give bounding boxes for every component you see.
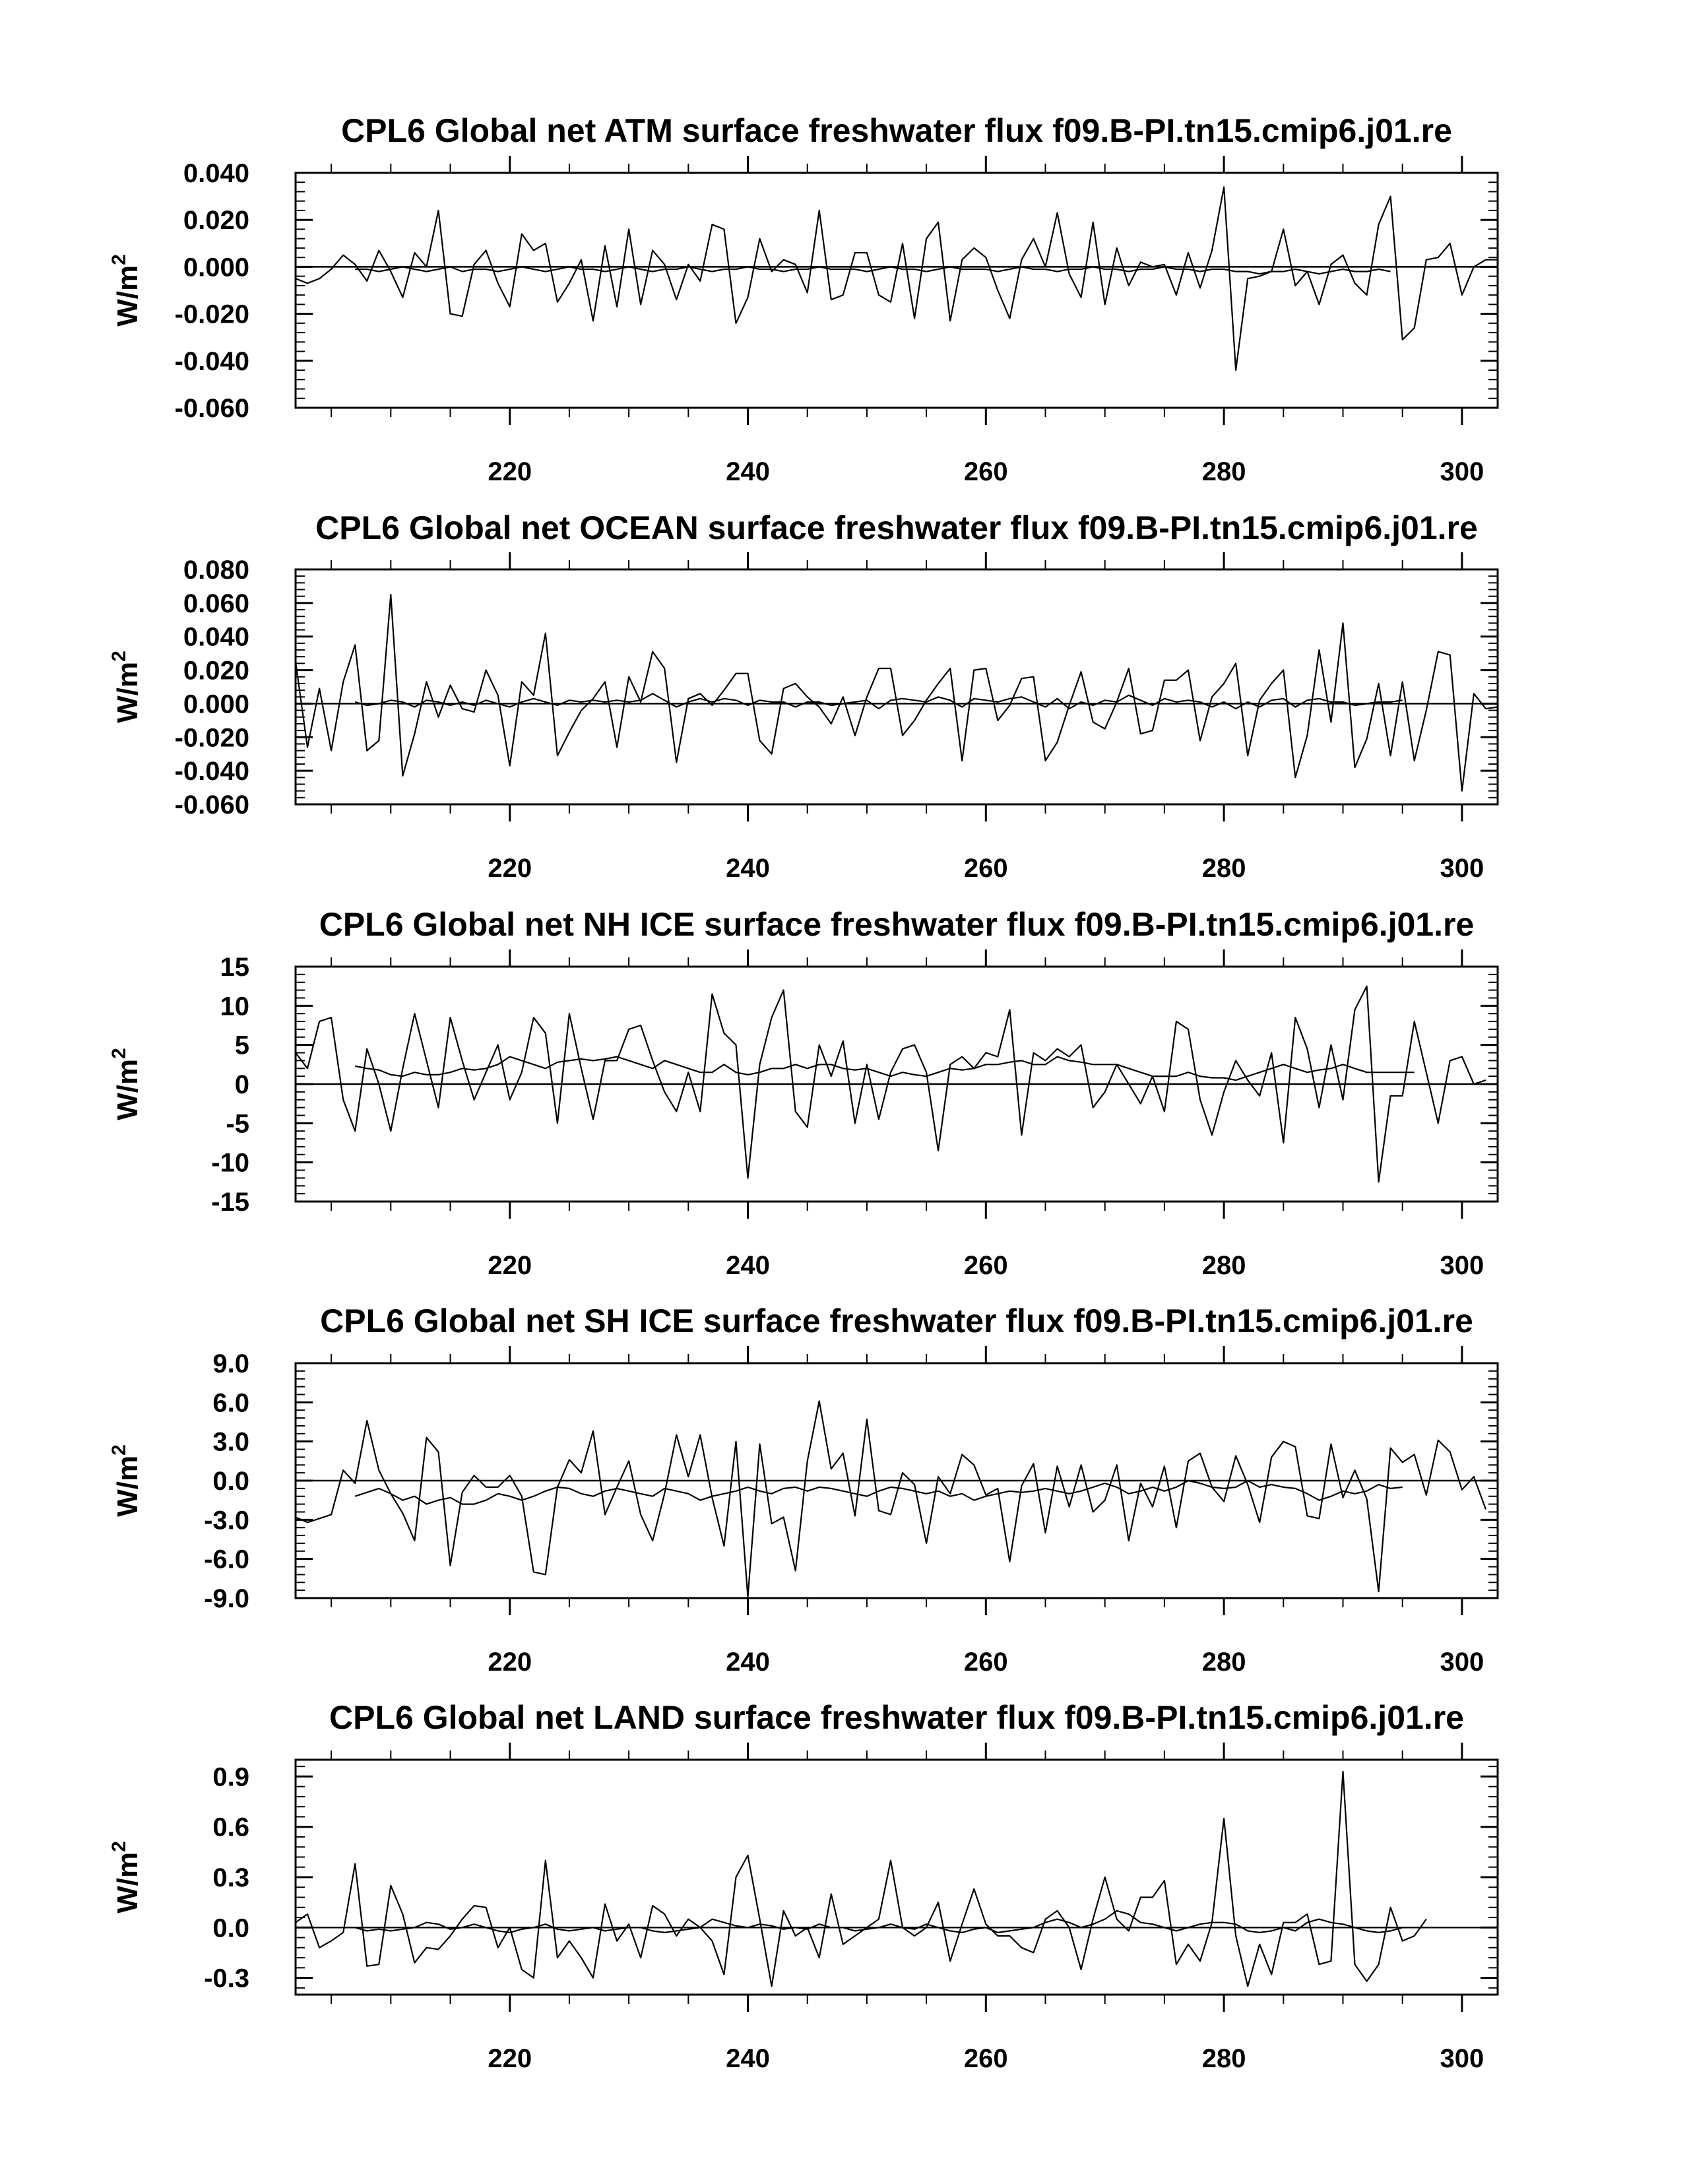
- y-tick-label: 0.040: [183, 159, 249, 188]
- x-tick-label: 280: [1201, 2044, 1246, 2073]
- y-axis-label-unit: W/m: [112, 661, 144, 723]
- y-axis-label-superscript: 2: [108, 651, 130, 662]
- y-tick-label: -0.040: [174, 346, 249, 376]
- x-tick-label: 220: [488, 854, 532, 883]
- chart-title: CPL6 Global net ATM surface freshwater flux f09.B-PI.tn15.cmip6.j01.re: [341, 112, 1452, 149]
- x-tick-label: 260: [963, 1648, 1008, 1677]
- x-tick-label: 280: [1201, 1648, 1246, 1677]
- chart-panel-2: [108, 906, 1498, 1280]
- y-axis-label-superscript: 2: [108, 1841, 130, 1852]
- y-axis-label: [108, 1048, 144, 1120]
- x-tick-label: 300: [1440, 854, 1484, 883]
- y-axis-label-superscript: 2: [108, 1048, 130, 1059]
- series-line-0: [296, 1772, 1426, 1987]
- y-tick-label: -0.060: [174, 394, 249, 423]
- y-tick-label: 5: [234, 1031, 249, 1060]
- y-tick-label: 10: [220, 992, 249, 1021]
- x-tick-label: 260: [963, 2044, 1008, 2073]
- y-tick-label: 0.0: [212, 1467, 249, 1496]
- y-axis-label: [108, 651, 144, 723]
- x-tick-label: 240: [726, 854, 770, 883]
- y-tick-label: -10: [211, 1148, 249, 1178]
- x-tick-label: 240: [726, 1251, 770, 1280]
- y-tick-label: 0.020: [183, 656, 249, 686]
- x-tick-label: 240: [726, 457, 770, 486]
- chart-title: CPL6 Global net LAND surface freshwater flux f09.B-PI.tn15.cmip6.j01.re: [329, 1699, 1464, 1736]
- chart-panel-3: [108, 1302, 1498, 1677]
- x-tick-label: 280: [1201, 457, 1246, 486]
- x-tick-label: 280: [1201, 1251, 1246, 1280]
- y-tick-label: 9.0: [212, 1349, 249, 1378]
- y-tick-label: -6.0: [204, 1545, 249, 1574]
- y-axis-label-superscript: 2: [108, 254, 130, 265]
- y-tick-label: 0: [234, 1070, 249, 1099]
- y-tick-label: -9.0: [204, 1584, 249, 1613]
- y-axis-label: [108, 254, 144, 327]
- chart-panel-1: [108, 509, 1545, 883]
- x-tick-label: 300: [1440, 1648, 1484, 1677]
- y-tick-label: 15: [220, 953, 249, 982]
- y-tick-label: 0.6: [212, 1813, 249, 1842]
- plot-frame: [296, 173, 1498, 408]
- x-tick-label: 260: [963, 1251, 1008, 1280]
- x-tick-label: 240: [726, 2044, 770, 2073]
- chart-panel-0: [108, 112, 1498, 486]
- x-tick-label: 220: [488, 457, 532, 486]
- plot-frame: [296, 569, 1498, 804]
- y-axis-label-unit: W/m: [112, 1851, 144, 1913]
- y-tick-label: 0.080: [183, 556, 249, 585]
- y-axis-label-unit: W/m: [112, 1058, 144, 1120]
- series-line-1: [355, 1057, 1415, 1081]
- y-tick-label: 0.3: [212, 1863, 249, 1892]
- y-tick-label: 3.0: [212, 1427, 249, 1457]
- y-tick-label: 0.040: [183, 622, 249, 652]
- y-tick-label: -15: [211, 1188, 249, 1217]
- y-tick-label: -0.020: [174, 300, 249, 329]
- y-axis-label: [108, 1444, 144, 1517]
- y-tick-label: 0.060: [183, 589, 249, 618]
- chart-title: CPL6 Global net OCEAN surface freshwater flux f09.B-PI.tn15.cmip6.j01.re: [315, 509, 1478, 546]
- x-tick-label: 260: [963, 854, 1008, 883]
- y-axis-label-unit: W/m: [112, 265, 144, 327]
- x-tick-label: 220: [488, 1251, 532, 1280]
- y-tick-label: 0.000: [183, 253, 249, 282]
- y-tick-label: 0.000: [183, 690, 249, 719]
- y-axis-label-unit: W/m: [112, 1455, 144, 1517]
- y-tick-label: -0.020: [174, 723, 249, 753]
- series-line-1: [355, 1911, 1403, 1933]
- x-tick-label: 280: [1201, 854, 1246, 883]
- y-tick-label: 0.020: [183, 206, 249, 236]
- x-tick-label: 240: [726, 1648, 770, 1677]
- y-tick-label: 0.9: [212, 1762, 249, 1792]
- x-tick-label: 300: [1440, 457, 1484, 486]
- x-tick-label: 260: [963, 457, 1008, 486]
- y-axis-label-superscript: 2: [108, 1444, 130, 1456]
- x-tick-label: 300: [1440, 1251, 1484, 1280]
- y-tick-label: -0.060: [174, 790, 249, 819]
- chart-title: CPL6 Global net NH ICE surface freshwater flux f09.B-PI.tn15.cmip6.j01.re: [319, 906, 1475, 943]
- series-line-0: [296, 1401, 1486, 1597]
- y-tick-label: 6.0: [212, 1388, 249, 1418]
- series-line-0: [296, 594, 1545, 791]
- y-tick-label: -0.040: [174, 757, 249, 787]
- y-tick-label: -0.3: [204, 1964, 249, 1993]
- series-line-0: [296, 187, 1498, 370]
- series-line-1: [355, 693, 1403, 709]
- series-line-1: [355, 1481, 1403, 1504]
- x-tick-label: 300: [1440, 2044, 1484, 2073]
- y-axis-label: [108, 1841, 144, 1913]
- chart-title: CPL6 Global net SH ICE surface freshwater flux f09.B-PI.tn15.cmip6.j01.re: [320, 1302, 1473, 1339]
- x-tick-label: 220: [488, 1648, 532, 1677]
- y-tick-label: -3.0: [204, 1506, 249, 1535]
- y-tick-label: -5: [226, 1109, 249, 1139]
- y-tick-label: 0.0: [212, 1913, 249, 1943]
- x-tick-label: 220: [488, 2044, 532, 2073]
- chart-panel-4: [108, 1699, 1498, 2073]
